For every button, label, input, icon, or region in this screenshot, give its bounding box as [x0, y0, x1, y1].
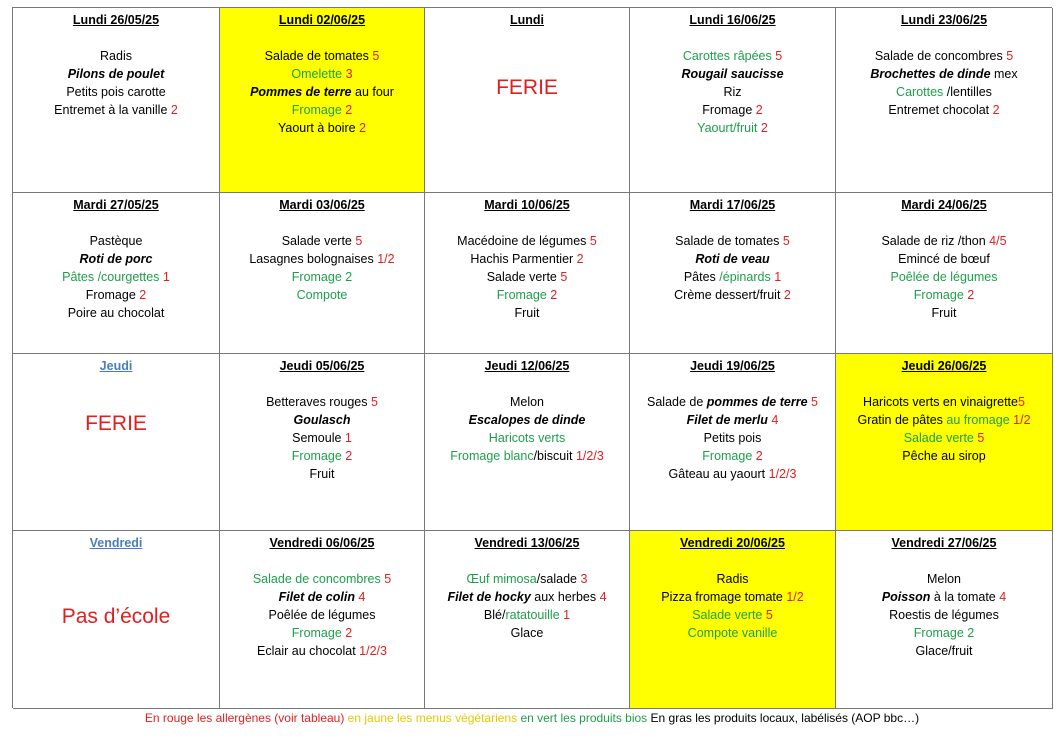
menu-item-text: Salade de	[647, 395, 707, 409]
day-title: Mardi 27/05/25	[73, 198, 159, 212]
menu-item-text: Yaourt à boire	[277, 121, 360, 135]
menu-item-text: 5	[765, 608, 773, 622]
menu-item	[220, 232, 424, 250]
menu-item-text: Glace	[510, 626, 544, 640]
menu-items	[425, 570, 629, 642]
day-cell	[425, 193, 630, 354]
menu-item-text: Fromage	[291, 449, 346, 463]
day-cell	[836, 531, 1053, 709]
menu-item	[836, 65, 1052, 83]
day-title: Mardi 24/06/25	[901, 198, 987, 212]
day-cell	[13, 531, 220, 709]
day-title: Jeudi 19/06/25	[690, 359, 775, 373]
menu-item	[425, 588, 629, 606]
menu-items	[425, 393, 629, 465]
menu-item	[13, 268, 219, 286]
menu-item-text: 1/2	[377, 252, 395, 266]
menu-item-text: 4	[999, 590, 1007, 604]
menu-item	[13, 304, 219, 322]
menu-item-text: Pilons de poulet	[67, 67, 165, 81]
menu-item	[630, 411, 835, 429]
menu-item-text: Radis	[100, 49, 132, 63]
menu-item-text: Pâtes	[683, 270, 720, 284]
menu-item	[630, 119, 835, 137]
menu-item-text: Haricots verts en vinaigrette	[863, 395, 1018, 409]
menu-item-text: Goulasch	[293, 413, 351, 427]
menu-item-text: Eclair au chocolat	[257, 644, 360, 658]
day-title: Lundi	[509, 13, 544, 27]
menu-item	[425, 570, 629, 588]
menu-item-text: Fruit	[514, 306, 540, 320]
menu-item	[836, 47, 1052, 65]
menu-item	[630, 624, 835, 642]
menu-item-text: aux herbes	[530, 590, 600, 604]
menu-item-text: Semoule	[292, 431, 345, 445]
menu-item-text: Fromage	[702, 103, 756, 117]
menu-item	[220, 429, 424, 447]
menu-items	[220, 393, 424, 483]
menu-item-text: Escalopes de dinde	[468, 413, 586, 427]
menu-item-text: Salade de tomates	[264, 49, 373, 63]
menu-item	[630, 429, 835, 447]
menu-item-text: 2	[760, 121, 768, 135]
menu-item-text: Fromage blanc	[450, 449, 534, 463]
day-title: Vendredi 13/06/25	[474, 536, 580, 550]
menu-item-text: Melon	[926, 572, 962, 586]
menu-items	[13, 47, 219, 119]
menu-item	[220, 624, 424, 642]
menu-item	[836, 411, 1052, 429]
menu-item	[630, 447, 835, 465]
menu-item	[425, 606, 629, 624]
menu-item-text: 4	[358, 590, 366, 604]
menu-item-text: Macédoine de légumes	[457, 234, 590, 248]
menu-items	[836, 570, 1052, 660]
menu-item-text: Salade verte	[692, 608, 766, 622]
menu-item	[836, 286, 1052, 304]
menu-item	[425, 411, 629, 429]
menu-item	[425, 250, 629, 268]
menu-item-text: Filet de hocky	[447, 590, 531, 604]
menu-item-text: 2	[783, 288, 791, 302]
menu-item	[630, 83, 835, 101]
menu-item-text: Salade verte	[281, 234, 356, 248]
menu-item-text: Fromage	[291, 626, 346, 640]
menu-item	[630, 250, 835, 268]
menu-item	[220, 286, 424, 304]
menu-item	[836, 570, 1052, 588]
menu-item-text: 1	[774, 270, 782, 284]
menu-item-text: Compote vanille	[687, 626, 778, 640]
menu-item-text: /salade	[536, 572, 581, 586]
menu-item-text: Pastèque	[89, 234, 143, 248]
menu-item	[220, 411, 424, 429]
day-title: Lundi 23/06/25	[900, 13, 988, 27]
menu-item	[220, 642, 424, 660]
menu-item-text: Entremet à la vanille	[54, 103, 171, 117]
menu-item-text: Pâtes /courgettes	[62, 270, 163, 284]
day-cell	[13, 193, 220, 354]
menu-item-text: Pêche au sirop	[902, 449, 986, 463]
menu-item-text: Fruit	[309, 467, 335, 481]
menu-item-text: Entremet chocolat	[888, 103, 993, 117]
menu-item-text: 5	[977, 431, 985, 445]
menu-item-text: 1/2	[786, 590, 804, 604]
menu-item	[220, 447, 424, 465]
day-title: Lundi 16/06/25	[689, 13, 776, 27]
menu-item-text: 5	[775, 49, 783, 63]
menu-item	[836, 447, 1052, 465]
menu-item	[220, 606, 424, 624]
day-title: Jeudi 05/06/25	[279, 359, 365, 373]
menu-items	[630, 47, 835, 137]
day-cell	[220, 531, 425, 709]
menu-item-text: 2	[550, 288, 558, 302]
menu-item	[13, 286, 219, 304]
menu-item	[220, 268, 424, 286]
menu-item	[13, 65, 219, 83]
menu-items	[220, 232, 424, 304]
menu-item-text: Crème dessert/fruit	[674, 288, 784, 302]
menu-item	[425, 232, 629, 250]
holiday-label: Pas d’école	[61, 605, 171, 628]
menu-item	[630, 393, 835, 411]
menu-item-text: 2	[345, 103, 353, 117]
day-cell	[630, 531, 836, 709]
menu-items	[836, 47, 1052, 119]
menu-item-text: 5	[560, 270, 568, 284]
menu-item-text: Poêlée de légumes	[268, 608, 376, 622]
menu-item	[630, 65, 835, 83]
menu-item-text: Rougail saucisse	[681, 67, 784, 81]
day-title: Mardi 10/06/25	[484, 198, 570, 212]
menu-item-text: 2	[967, 288, 975, 302]
menu-grid	[12, 7, 1052, 708]
menu-item-text: 2	[170, 103, 178, 117]
holiday-label: FERIE	[496, 76, 558, 99]
menu-item	[425, 286, 629, 304]
menu-item-text: 1	[563, 608, 571, 622]
day-cell	[220, 193, 425, 354]
menu-item	[220, 47, 424, 65]
menu-item	[220, 101, 424, 119]
menu-item-text: 1/2/3	[359, 644, 387, 658]
menu-item-text: Lasagnes bolognaises	[249, 252, 378, 266]
menu-item	[425, 393, 629, 411]
menu-items	[425, 232, 629, 322]
menu-item-text: 2	[755, 449, 763, 463]
menu-item	[836, 101, 1052, 119]
day-title: Lundi 02/06/25	[278, 13, 366, 27]
menu-item-text: Fromage	[913, 626, 968, 640]
menu-item	[836, 624, 1052, 642]
day-title: Jeudi 12/06/25	[484, 359, 570, 373]
menu-item-text: Filet de merlu	[686, 413, 768, 427]
menu-item-text: 2	[139, 288, 147, 302]
menu-item-text: Emincé de bœuf	[898, 252, 990, 266]
menu-item-text: Fromage	[291, 103, 346, 117]
menu-item	[836, 642, 1052, 660]
menu-item	[630, 232, 835, 250]
menu-item	[630, 465, 835, 483]
menu-item-text: 1/2/3	[768, 467, 797, 481]
day-cell	[425, 531, 630, 709]
menu-item-text: Œuf mimosa	[466, 572, 537, 586]
day-title: Jeudi 26/06/25	[901, 359, 987, 373]
menu-item-text: 5	[1006, 49, 1014, 63]
menu-item-text: Petits pois	[703, 431, 762, 445]
menu-item-text: 2	[992, 103, 1000, 117]
menu-item	[13, 83, 219, 101]
menu-items	[630, 570, 835, 642]
menu-item-text: Fromage	[291, 270, 346, 284]
day-cell	[220, 354, 425, 531]
menu-item-text: 5	[811, 395, 818, 409]
menu-item	[13, 47, 219, 65]
menu-item-text: Filet de colin	[278, 590, 355, 604]
menu-item-text: 1	[162, 270, 170, 284]
day-cell	[836, 8, 1053, 193]
menu-item-text: Pizza fromage tomate	[661, 590, 787, 604]
legend-text: en jaune les menus végétariens	[347, 711, 521, 725]
menu-item-text: 2	[345, 449, 353, 463]
menu-item-text: Fromage	[702, 449, 756, 463]
legend	[0, 711, 1064, 725]
menu-item-text: Roti de veau	[695, 252, 770, 266]
menu-item	[220, 83, 424, 101]
legend-text: en vert les produits bios	[520, 711, 651, 725]
menu-item-text: Fromage	[913, 288, 968, 302]
legend-text: En rouge les allergènes (voir tableau)	[144, 711, 348, 725]
menu-item-text: Poisson	[881, 590, 931, 604]
menu-item-text: Salade verte	[486, 270, 561, 284]
day-title: Mardi 03/06/25	[279, 198, 365, 212]
menu-item-text: 5	[372, 49, 380, 63]
menu-items	[630, 393, 835, 483]
menu-item-text: Salade de riz /thon	[881, 234, 990, 248]
menu-item-text: Pommes de terre	[250, 85, 352, 99]
menu-item-text: 1/2	[1013, 413, 1031, 427]
menu-item-text: Radis	[716, 572, 749, 586]
menu-item	[836, 429, 1052, 447]
menu-item-text: 2	[755, 103, 763, 117]
menu-item-text: /lentilles	[946, 85, 992, 99]
menu-item-text: Salade de concombres	[252, 572, 385, 586]
menu-item-text: 2	[345, 270, 353, 284]
menu-item	[425, 268, 629, 286]
menu-items	[630, 232, 835, 304]
day-title: Vendredi	[89, 536, 143, 550]
menu-item-text: au fromage	[946, 413, 1014, 427]
menu-item-text: 5	[782, 234, 790, 248]
menu-item-text: Fromage	[85, 288, 140, 302]
menu-item-text: Carottes	[896, 85, 947, 99]
day-title: Lundi 26/05/25	[72, 13, 160, 27]
day-cell	[836, 354, 1053, 531]
day-cell	[220, 8, 425, 193]
day-cell	[13, 8, 220, 193]
menu-item-text: à la tomate	[930, 590, 1000, 604]
menu-item-text: Fromage	[496, 288, 551, 302]
menu-item	[630, 286, 835, 304]
menu-item-text: 4/5	[989, 234, 1007, 248]
day-cell	[836, 193, 1053, 354]
menu-item-text: Omelette	[291, 67, 346, 81]
day-cell	[630, 354, 836, 531]
menu-item	[425, 429, 629, 447]
menu-item-text: Petits pois carotte	[66, 85, 166, 99]
day-cell	[13, 354, 220, 531]
menu-item-text: Glace/fruit	[915, 644, 973, 658]
menu-item-text: 5	[370, 395, 378, 409]
day-cell	[630, 8, 836, 193]
menu-item-text: Fruit	[931, 306, 957, 320]
menu-item	[630, 570, 835, 588]
menu-items	[13, 232, 219, 322]
menu-item-text: 3	[580, 572, 588, 586]
menu-item-text: Poêlée de légumes	[890, 270, 998, 284]
menu-item	[836, 606, 1052, 624]
menu-item	[425, 624, 629, 642]
day-cell	[425, 354, 630, 531]
menu-item	[13, 250, 219, 268]
day-title: Vendredi 06/06/25	[269, 536, 375, 550]
menu-item-text: Gratin de pâtes	[857, 413, 947, 427]
menu-item-text: Poire au chocolat	[67, 306, 165, 320]
legend-text: En gras les produits locaux, labélisés (AOP bbc…)	[650, 711, 920, 725]
menu-item	[836, 232, 1052, 250]
menu-item-text: Compote	[296, 288, 348, 302]
menu-item	[220, 465, 424, 483]
menu-item-text: 2	[345, 626, 353, 640]
menu-item-text: 1/2/3	[575, 449, 604, 463]
day-cell	[425, 8, 630, 193]
menu-item	[220, 570, 424, 588]
menu-item	[220, 119, 424, 137]
menu-item-text: 4	[771, 413, 779, 427]
menu-item	[13, 232, 219, 250]
menu-item	[630, 101, 835, 119]
day-title: Mardi 17/06/25	[689, 198, 776, 212]
menu-item-text: 5	[355, 234, 363, 248]
menu-item	[220, 393, 424, 411]
menu-item-text: Riz	[723, 85, 742, 99]
menu-item-text: Gâteau au yaourt	[668, 467, 769, 481]
menu-item-text: 3	[345, 67, 353, 81]
menu-item-text: ratatouille	[505, 608, 564, 622]
menu-item-text: Salade verte	[903, 431, 978, 445]
menu-item	[836, 393, 1052, 411]
menu-item-text: au four	[351, 85, 394, 99]
menu-item-text: 4	[599, 590, 607, 604]
menu-items	[220, 570, 424, 660]
menu-items	[220, 47, 424, 137]
holiday-label: FERIE	[85, 412, 147, 435]
menu-item-text: Roestis de légumes	[889, 608, 999, 622]
menu-item	[13, 101, 219, 119]
menu-item	[425, 447, 629, 465]
menu-item-text: Carottes râpées	[682, 49, 776, 63]
menu-item-text: 5	[384, 572, 392, 586]
day-cell	[630, 193, 836, 354]
menu-item	[425, 304, 629, 322]
menu-item-text: Salade de concombres	[874, 49, 1007, 63]
menu-items	[836, 232, 1052, 322]
menu-item-text: Haricots verts	[488, 431, 566, 445]
day-title: Vendredi 27/06/25	[891, 536, 997, 550]
menu-item-text: Brochettes de dinde	[870, 67, 991, 81]
menu-item-text: Melon	[509, 395, 545, 409]
menu-item-text: 5	[589, 234, 597, 248]
menu-item-text: Salade de tomates	[675, 234, 783, 248]
menu-item-text: 2	[576, 252, 584, 266]
menu-item	[220, 250, 424, 268]
menu-item-text: Betteraves rouges	[266, 395, 371, 409]
menu-item-text: 5	[1017, 395, 1025, 409]
menu-item-text: pommes de terre	[706, 395, 808, 409]
menu-item-text: 1	[344, 431, 352, 445]
day-title: Vendredi 20/06/25	[680, 536, 785, 550]
menu-items	[836, 393, 1052, 465]
menu-item-text: Roti de porc	[79, 252, 153, 266]
menu-item-text: 2	[359, 121, 367, 135]
menu-item-text: /épinards	[719, 270, 775, 284]
menu-item	[220, 588, 424, 606]
menu-item-text: Hachis Parmentier	[470, 252, 577, 266]
menu-item	[220, 65, 424, 83]
menu-item-text: 2	[967, 626, 975, 640]
menu-item-text: Yaourt/fruit	[697, 121, 761, 135]
menu-item	[630, 588, 835, 606]
menu-item	[836, 250, 1052, 268]
menu-item-text: Blé/	[483, 608, 506, 622]
menu-item	[630, 268, 835, 286]
menu-item	[836, 304, 1052, 322]
menu-item-text: mex	[990, 67, 1018, 81]
menu-item	[836, 268, 1052, 286]
menu-item	[836, 83, 1052, 101]
day-title: Jeudi	[99, 359, 133, 373]
menu-item-text: /biscuit	[533, 449, 576, 463]
menu-item	[836, 588, 1052, 606]
menu-item	[630, 606, 835, 624]
menu-item	[630, 47, 835, 65]
